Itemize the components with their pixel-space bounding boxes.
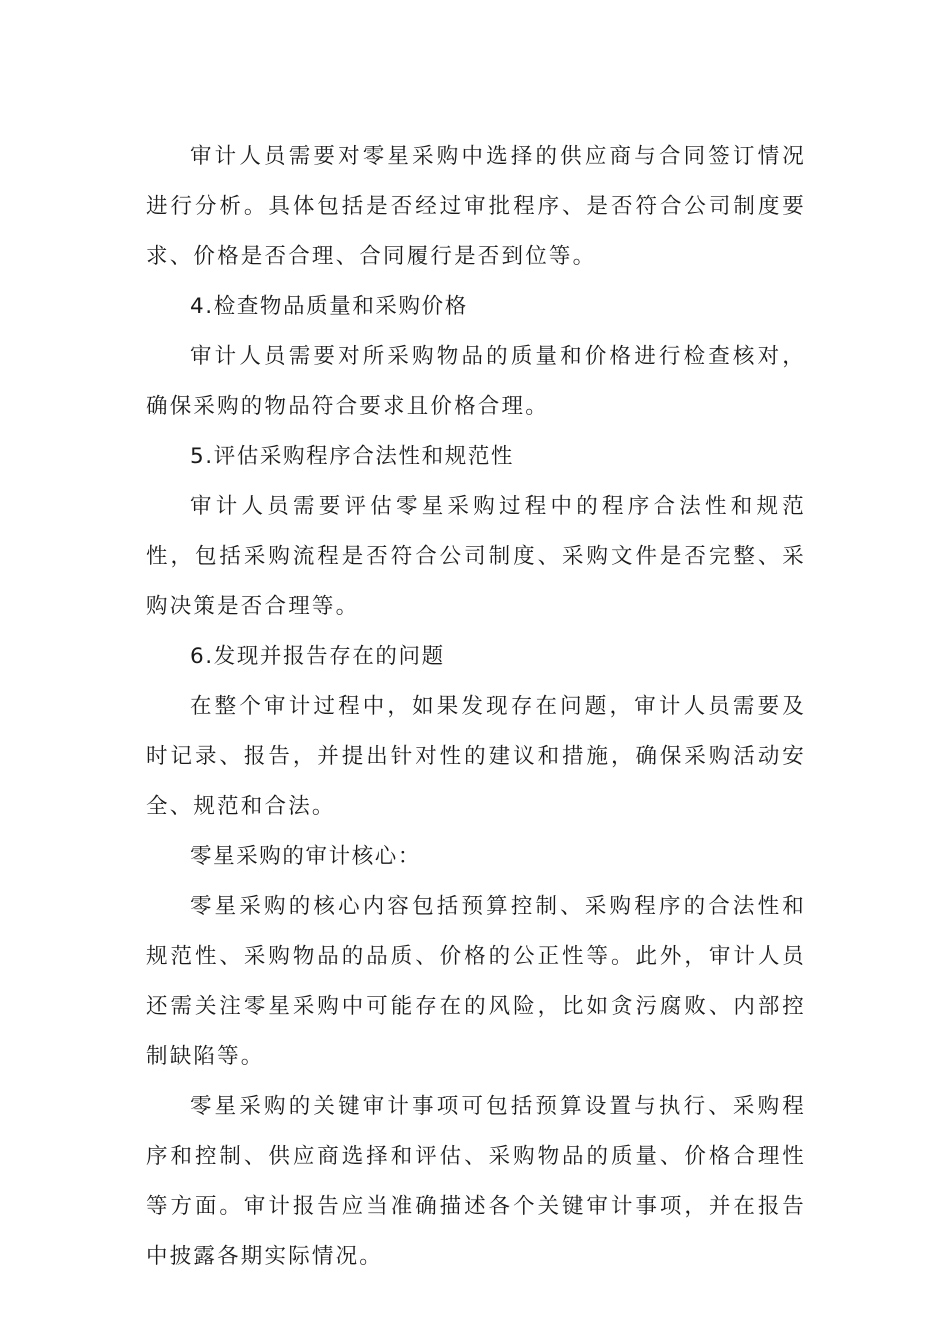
body-paragraph-supplier-contract: 审计人员需要对零星采购中选择的供应商与合同签订情况进行分析。具体包括是否经过审批程序、是否符合公司制度要求、价格是否合理、合同履行是否到位等。 bbox=[146, 144, 806, 269]
body-paragraph-report-issues: 在整个审计过程中，如果发现存在问题，审计人员需要及时记录、报告，并提出针对性的建议和措施，确保采购活动安全、规范和合法。 bbox=[146, 694, 806, 819]
section-heading-4: 4.检查物品质量和采购价格 bbox=[190, 294, 468, 319]
document-body bbox=[146, 132, 806, 1282]
body-paragraph-audit-core: 零星采购的核心内容包括预算控制、采购程序的合法性和规范性、采购物品的品质、价格的公正性等。此外，审计人员还需关注零星采购中可能存在的风险，比如贪污腐败、内部控制缺陷等。 bbox=[146, 894, 806, 1069]
section-heading-5: 5.评估采购程序合法性和规范性 bbox=[190, 444, 515, 469]
section-heading-audit-core: 零星采购的审计核心： bbox=[190, 844, 422, 869]
section-heading-6: 6.发现并报告存在的问题 bbox=[190, 644, 445, 669]
body-paragraph-quality-price: 审计人员需要对所采购物品的质量和价格进行检查核对，确保采购的物品符合要求且价格合理。 bbox=[146, 344, 806, 419]
body-paragraph-key-audit-matters: 零星采购的关键审计事项可包括预算设置与执行、采购程序和控制、供应商选择和评估、采购物品的质量、价格合理性等方面。审计报告应当准确描述各个关键审计事项，并在报告中披露各期实际情况。 bbox=[146, 1094, 806, 1269]
body-paragraph-procedure-legality: 审计人员需要评估零星采购过程中的程序合法性和规范性，包括采购流程是否符合公司制度、采购文件是否完整、采购决策是否合理等。 bbox=[146, 494, 806, 619]
